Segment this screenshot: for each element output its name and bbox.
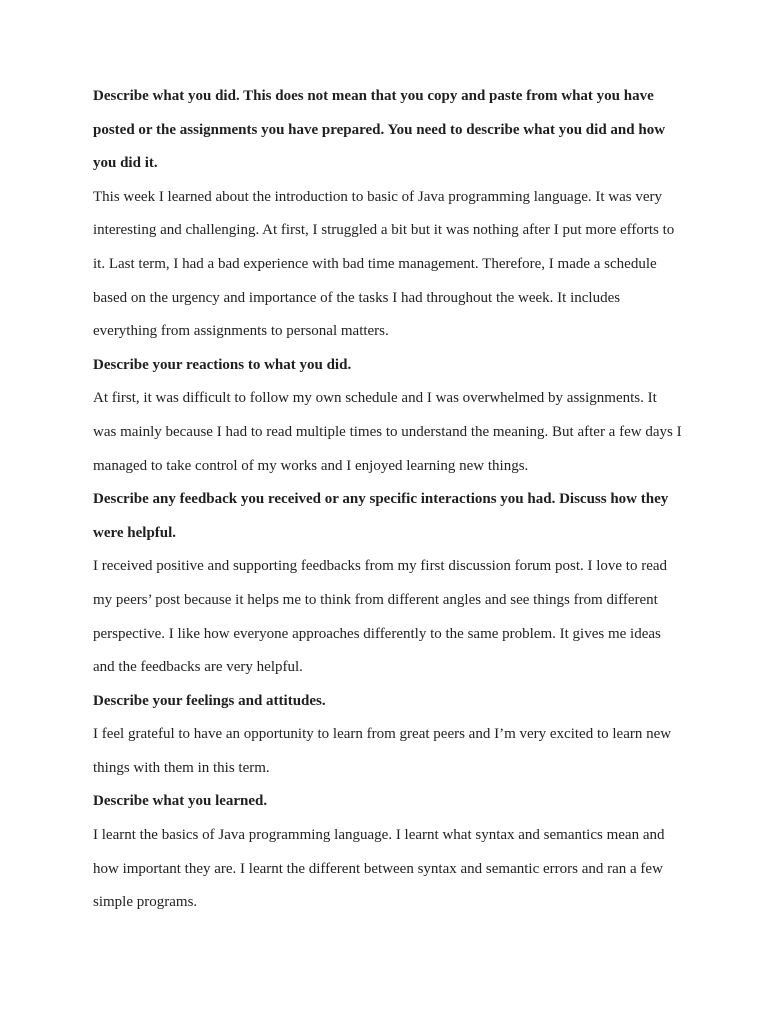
question-reactions: Describe your reactions to what you did. — [93, 356, 352, 373]
answer-feedback: I received positive and supporting feedbacks from my first discussion forum post. I love to read my peers’ post because it helps me to think from different angles and see things from different perspective. I like how everyone approaches differently to the same problem. It gives me ideas and the feedbacks are very helpful. — [93, 558, 668, 676]
question-learned: Describe what you learned. — [93, 793, 268, 810]
answer-reactions: At first, it was difficult to follow my own schedule and I was overwhelmed by assignments. It was mainly because I had to read multiple times to understand the meaning. But after a few days I managed to take control of my works and I enjoyed learning new things. — [93, 390, 682, 474]
question-feelings: Describe your feelings and attitudes. — [93, 692, 326, 709]
document-page — [93, 80, 683, 920]
answer-what-you-did: This week I learned about the introduction to basic of Java programming language. It was very interesting and challenging. At first, I struggled a bit but it was nothing after I put more efforts to it. Last term, I had a bad experience with bad time management. Therefore, I made a schedule based on the urgency and importance of the tasks I had throughout the week. It includes everything from assignments to personal matters. — [93, 188, 675, 340]
question-feedback: Describe any feedback you received or any specific interactions you had. Discuss how they were helpful. — [93, 491, 669, 541]
question-what-you-did: Describe what you did. This does not mean that you copy and paste from what you have posted or the assignments you have prepared. You need to describe what you did and how you did it. — [93, 88, 666, 172]
answer-learned: I learnt the basics of Java programming language. I learnt what syntax and semantics mean and how important they are. I learnt the different between syntax and semantic errors and ran a few simple programs. — [93, 827, 665, 911]
answer-feelings: I feel grateful to have an opportunity to learn from great peers and I’m very excited to learn new things with them in this term. — [93, 726, 672, 776]
